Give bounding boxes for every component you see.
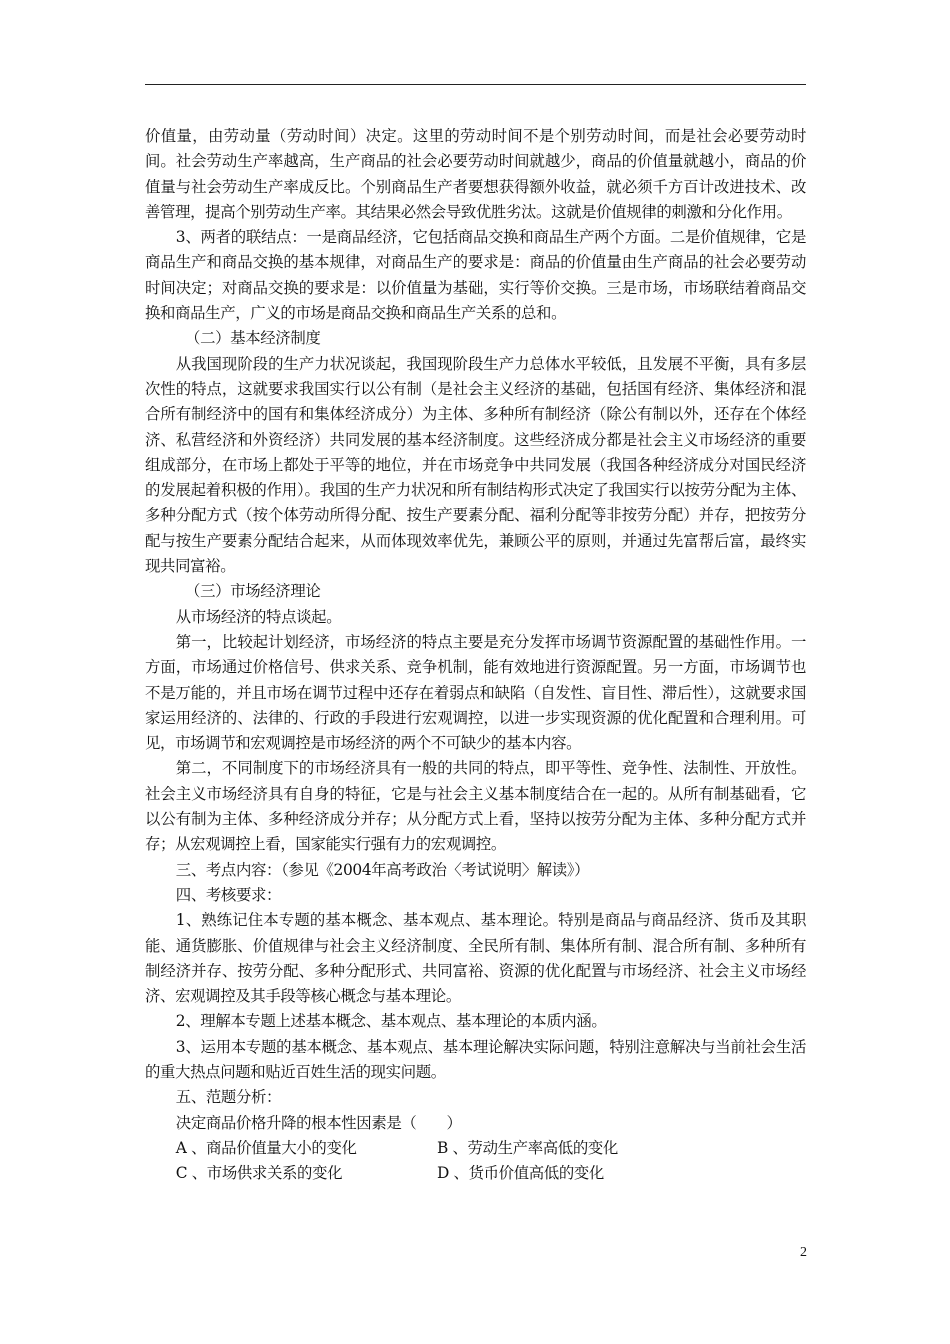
requirement-item-2: 2、理解本专题上述基本概念、基本观点、基本理论的本质内涵。 bbox=[175, 1012, 607, 1031]
requirement-item-3: 3、运用本专题的基本概念、基本观点、基本理论解决实际问题，特别注意解决与当前社会生活的重大热点问题和贴近百姓生活的现实问题。 bbox=[145, 1037, 806, 1081]
section-heading-basic-economic-system: （二）基本经济制度 bbox=[185, 329, 321, 348]
paragraph-first-point: 第一，比较起计划经济，市场经济的特点主要是充分发挥市场调节资源配置的基础性作用。一方面，市场通过价格信号、供求关系、竞争机制，能有效地进行资源配置。另一方面，市场调节也不是万能的，并且市场在调节过程中还存在着弱点和缺陷（自发性、盲目性、滞后性），这就要求国家运用经济的、法律的、行政的手段进行宏观调控，以进一步实现资源的优化配置和合理利用。可见，市场调节和宏观调控是市场经济的两个不可缺少的基本内容。 bbox=[145, 632, 806, 753]
section-heading-market-economy-theory: （三）市场经济理论 bbox=[185, 582, 321, 601]
section-heading-requirements: 四、考核要求： bbox=[175, 885, 282, 904]
paragraph-value-quantity: 价值量，由劳动量（劳动时间）决定。这里的劳动时间不是个别劳动时间，而是社会必要劳动时间。社会劳动生产率越高，生产商品的社会必要劳动时间就越少，商品的价值量就越小，商品的价值量与社会劳动生产率成反比。个别商品生产者要想获得额外收益，就必须千方百计改进技术、改善管理，提高个别劳动生产率。其结果必然会导致优胜劣汰。这就是价值规律的刺激和分化作用。 bbox=[145, 127, 806, 221]
question-stem: 决定商品价格升降的根本性因素是（ ） bbox=[175, 1113, 462, 1132]
paragraph-link-point: 3、两者的联结点：一是商品经济，它包括商品交换和商品生产两个方面。二是价值规律，它是商品生产和商品交换的基本规律，对商品生产的要求是：商品的价值量由生产商品的社会必要劳动时间决定；对商品交换的要求是：以价值量为基础，实行等价交换。三是市场，市场联结着商品交换和商品生产，广义的市场是商品交换和商品生产关系的总和。 bbox=[145, 228, 806, 323]
page-number: 2 bbox=[800, 1245, 807, 1260]
option-c: C 、市场供求关系的变化 bbox=[175, 1164, 343, 1183]
paragraph-second-point: 第二，不同制度下的市场经济具有一般的共同的特点，即平等性、竞争性、法制性、开放性。社会主义市场经济具有自身的特征，它是与社会主义基本制度结合在一起的。从所有制基础看，它以公有制为主体、多种经济成分并存；从分配方式上看，坚持以按劳分配为主体、多种分配方式并存；从宏观调控上看，国家能实行强有力的宏观调控。 bbox=[145, 759, 806, 854]
section-heading-example-analysis: 五、范题分析： bbox=[175, 1088, 282, 1107]
header-rule bbox=[145, 84, 806, 85]
paragraph-productivity: 从我国现阶段的生产力状况谈起，我国现阶段生产力总体水平较低，且发展不平衡，具有多层次性的特点，这就要求我国实行以公有制（是社会主义经济的基础，包括国有经济、集体经济和混合所有制经济中的国有和集体经济成分）为主体、多种所有制经济（除公有制以外，还存在个体经济、私营经济和外资经济）共同发展的基本经济制度。这些经济成分都是社会主义市场经济的重要组成部分，在市场上都处于平等的地位，并在市场竞争中共同发展（我国各种经济成分对国民经济的发展起着积极的作用）。我国的生产力状况和所有制结构形式决定了我国实行以按劳分配为主体、多种分配方式（按个体劳动所得分配、按生产要素分配、福利分配等非按劳分配）并存，把按劳分配与按生产要素分配结合起来，从而体现效率优先，兼顾公平的原则，并通过先富帮后富，最终实现共同富裕。 bbox=[145, 354, 806, 576]
options-row-2 bbox=[145, 1161, 806, 1186]
option-a: A 、商品价值量大小的变化 bbox=[175, 1138, 357, 1157]
requirement-item-1: 1、熟练记住本专题的基本概念、基本观点、基本理论。特别是商品与商品经济、货币及其职能、通货膨胀、价值规律与社会主义经济制度、全民所有制、集体所有制、混合所有制、多种所有制经济并存、按劳分配、多种分配形式、共同富裕、资源的优化配置与市场经济、社会主义市场经济、宏观调控及其手段等核心概念与基本理论。 bbox=[145, 911, 806, 1006]
option-d: D 、货币价值高低的变化 bbox=[437, 1164, 604, 1183]
paragraph-market-features-intro: 从市场经济的特点谈起。 bbox=[175, 607, 342, 626]
options-row-1 bbox=[145, 1136, 806, 1161]
section-heading-exam-content: 三、考点内容：（参见《2004年高考政治〈考试说明〉解读》） bbox=[175, 860, 590, 879]
option-b: B 、劳动生产率高低的变化 bbox=[437, 1138, 618, 1157]
document-body bbox=[145, 124, 806, 1186]
